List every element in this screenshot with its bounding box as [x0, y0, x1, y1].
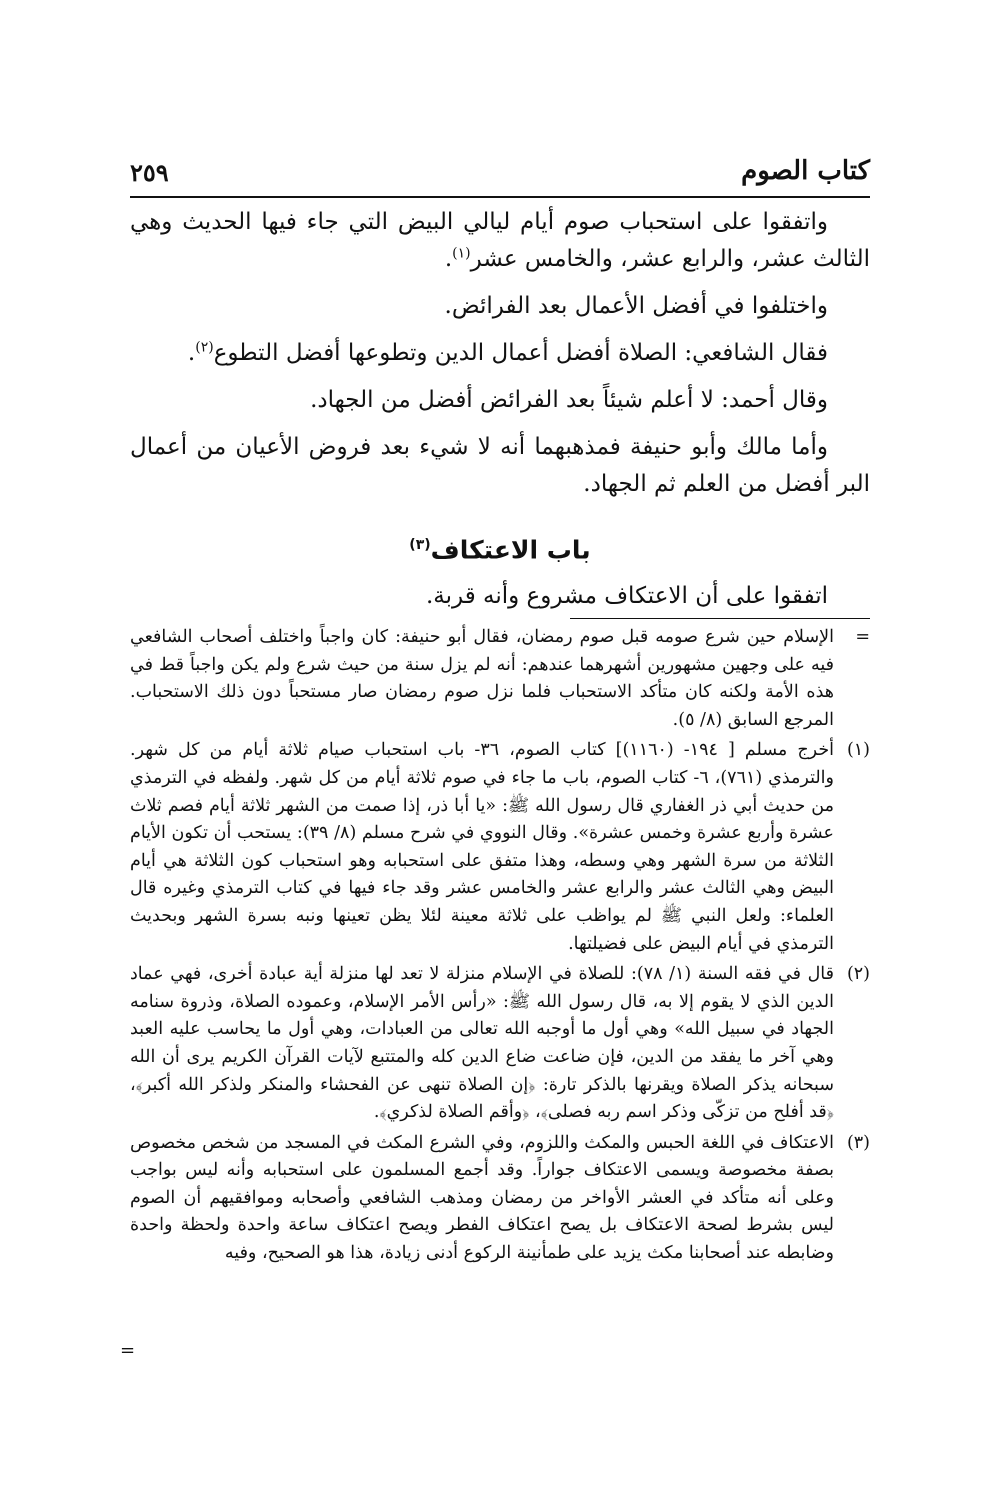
paragraph-text: فقال الشافعي: الصلاة أفضل أعمال الدين وتطوعها أفضل التطوع — [213, 340, 828, 366]
footnote-separator — [570, 618, 870, 619]
footnote — [130, 737, 870, 958]
paragraph — [130, 335, 870, 372]
paragraph-end: . — [187, 340, 196, 366]
paragraph: وأما مالك وأبو حنيفة فمذهبهما أنه لا شيء بعد فروض الأعيان من أعمال البر أفضل من العلم ثم الجهاد. — [130, 434, 870, 497]
footnote-text: الاعتكاف في اللغة الحبس والمكث واللزوم، وفي الشرع المكث في المسجد من شخص مخصوص بصفة مخصوصة ويسمى الاعتكاف جواراً. وقد أجمع المسلمون على استحبابه وأنه ليس بواجب وعلى أنه متأكد في العشر الأواخر من رمضان ومذهب الشافعي وأصحابه وموافقيهم أن الصوم ليس بشرط لصحة الاعتكاف بل يصح اعتكاف الفطر ويصح اعتكاف ساعة واحدة ولحظة واحدة وضابطه عند أصحابنا مكث يزيد على طمأنينة الركوع أدنى زيادة، هذا هو الصحيح، وفيه — [130, 1132, 834, 1264]
paragraph: اتفقوا على أن الاعتكاف مشروع وأنه قربة. — [425, 583, 828, 610]
footnote-marker: (١) — [846, 740, 870, 761]
header-rule — [130, 196, 870, 198]
footnote-ref: (١) — [452, 245, 471, 262]
footnote-marker: = — [855, 627, 870, 647]
footnote-ref: (٢) — [195, 339, 214, 356]
footnote — [130, 961, 870, 1127]
paragraph-end: . — [444, 246, 453, 272]
paragraph-text: واتفقوا على استحباب صوم أيام ليالي البيض التي جاء فيها الحديث وهي الثالث عشر، والرابع عشر، والخامس عشر — [130, 209, 870, 272]
footnote-text: قال في فقه السنة (١/ ٧٨): للصلاة في الإسلام منزلة لا تعد لها منزلة أية عبادة أخرى، فهي عماد الدين الذي لا يقوم إلا به، قال رسول الله ﷺ: «رأس الأمر الإسلام، وعموده الصلاة، وذروة سنامه الجهاد في سبيل الله» وهي أول ما أوجبه الله تعالى من العبادات، وهي أول ما يحاسب عليه العبد وهي آخر ما يفقد من الدين، فإن ضاعت ضاع الدين كله والمتتبع لآيات القرآن الكريم يرى أن الله سبحانه يذكر الصلاة ويقرنها بالذكر تارة: ﴿إن الصلاة تنهى عن الفحشاء والمنكر ولذكر الله أكبر﴾، ﴿قد أفلح من تزكّى وذكر اسم ربه فصلى﴾، ﴿وأقم الصلاة لذكري﴾. — [130, 964, 834, 1123]
footnote-marker: (٢) — [846, 964, 870, 985]
main-text — [130, 204, 870, 625]
footnote-marker: (٣) — [846, 1132, 870, 1153]
paragraph: واختلفوا في أفضل الأعمال بعد الفرائض. — [444, 293, 828, 319]
running-title: كتاب الصوم — [741, 156, 870, 186]
section-heading-text: باب الاعتكاف — [430, 535, 591, 565]
continuation-mark: = — [120, 1340, 136, 1361]
footnote — [130, 1130, 870, 1268]
page-header — [130, 150, 870, 194]
page-number: ٢٥٩ — [130, 158, 169, 187]
paragraph: وقال أحمد: لا أعلم شيئاً بعد الفرائض أفضل من الجهاد. — [310, 387, 828, 413]
footnote-ref: (٣) — [409, 537, 431, 553]
paragraph — [130, 204, 870, 278]
footnotes — [130, 624, 870, 1271]
footnote-text: أخرج مسلم [ ١٩٤- (١١٦٠)] كتاب الصوم، ٣٦- باب استحباب صيام ثلاثة أيام من كل شهر. والترمذي (٧٦١)، ٦- كتاب الصوم، باب ما جاء في صوم ثلاثة أيام من كل شهر. ولفظه في الترمذي من حديث أبي ذر الغفاري قال رسول الله ﷺ: «يا أبا ذر، إذا صمت من الشهر ثلاثة أيام فصم ثلاث عشرة وأربع عشرة وخمس عشرة». وقال النووي في شرح مسلم (٨/ ٣٩): يستحب أن تكون الأيام الثلاثة من سرة الشهر وهي وسطه، وهذا متفق على استحبابه وهو استحباب كون الثلاثة هي أيام البيض وهي الثالث عشر والرابع عشر والخامس عشر وقد جاء فيها في كتاب الترمذي وغيره قال العلماء: ولعل النبي ﷺ لم يواظب على ثلاثة معينة لئلا يظن تعينها ونبه بسرة الشهر وبحديث الترمذي في أيام البيض على فضيلتها. — [130, 740, 835, 954]
footnote-text: الإسلام حين شرع صومه قبل صوم رمضان، فقال أبو حنيفة: كان واجباً واختلف أصحاب الشافعي فيه على وجهين مشهورين أشهرهما عندهم: أنه لم يزل سنة من حيث شرع ولم يكن واجباً قط في هذه الأمة ولكنه كان متأكد الاستحباب فلما نزل صوم رمضان صار مستحباً دون ذلك الاستحباب. المرجع السابق (٨/ ٥). — [130, 627, 834, 730]
section-heading — [130, 527, 870, 568]
footnote — [130, 624, 870, 734]
